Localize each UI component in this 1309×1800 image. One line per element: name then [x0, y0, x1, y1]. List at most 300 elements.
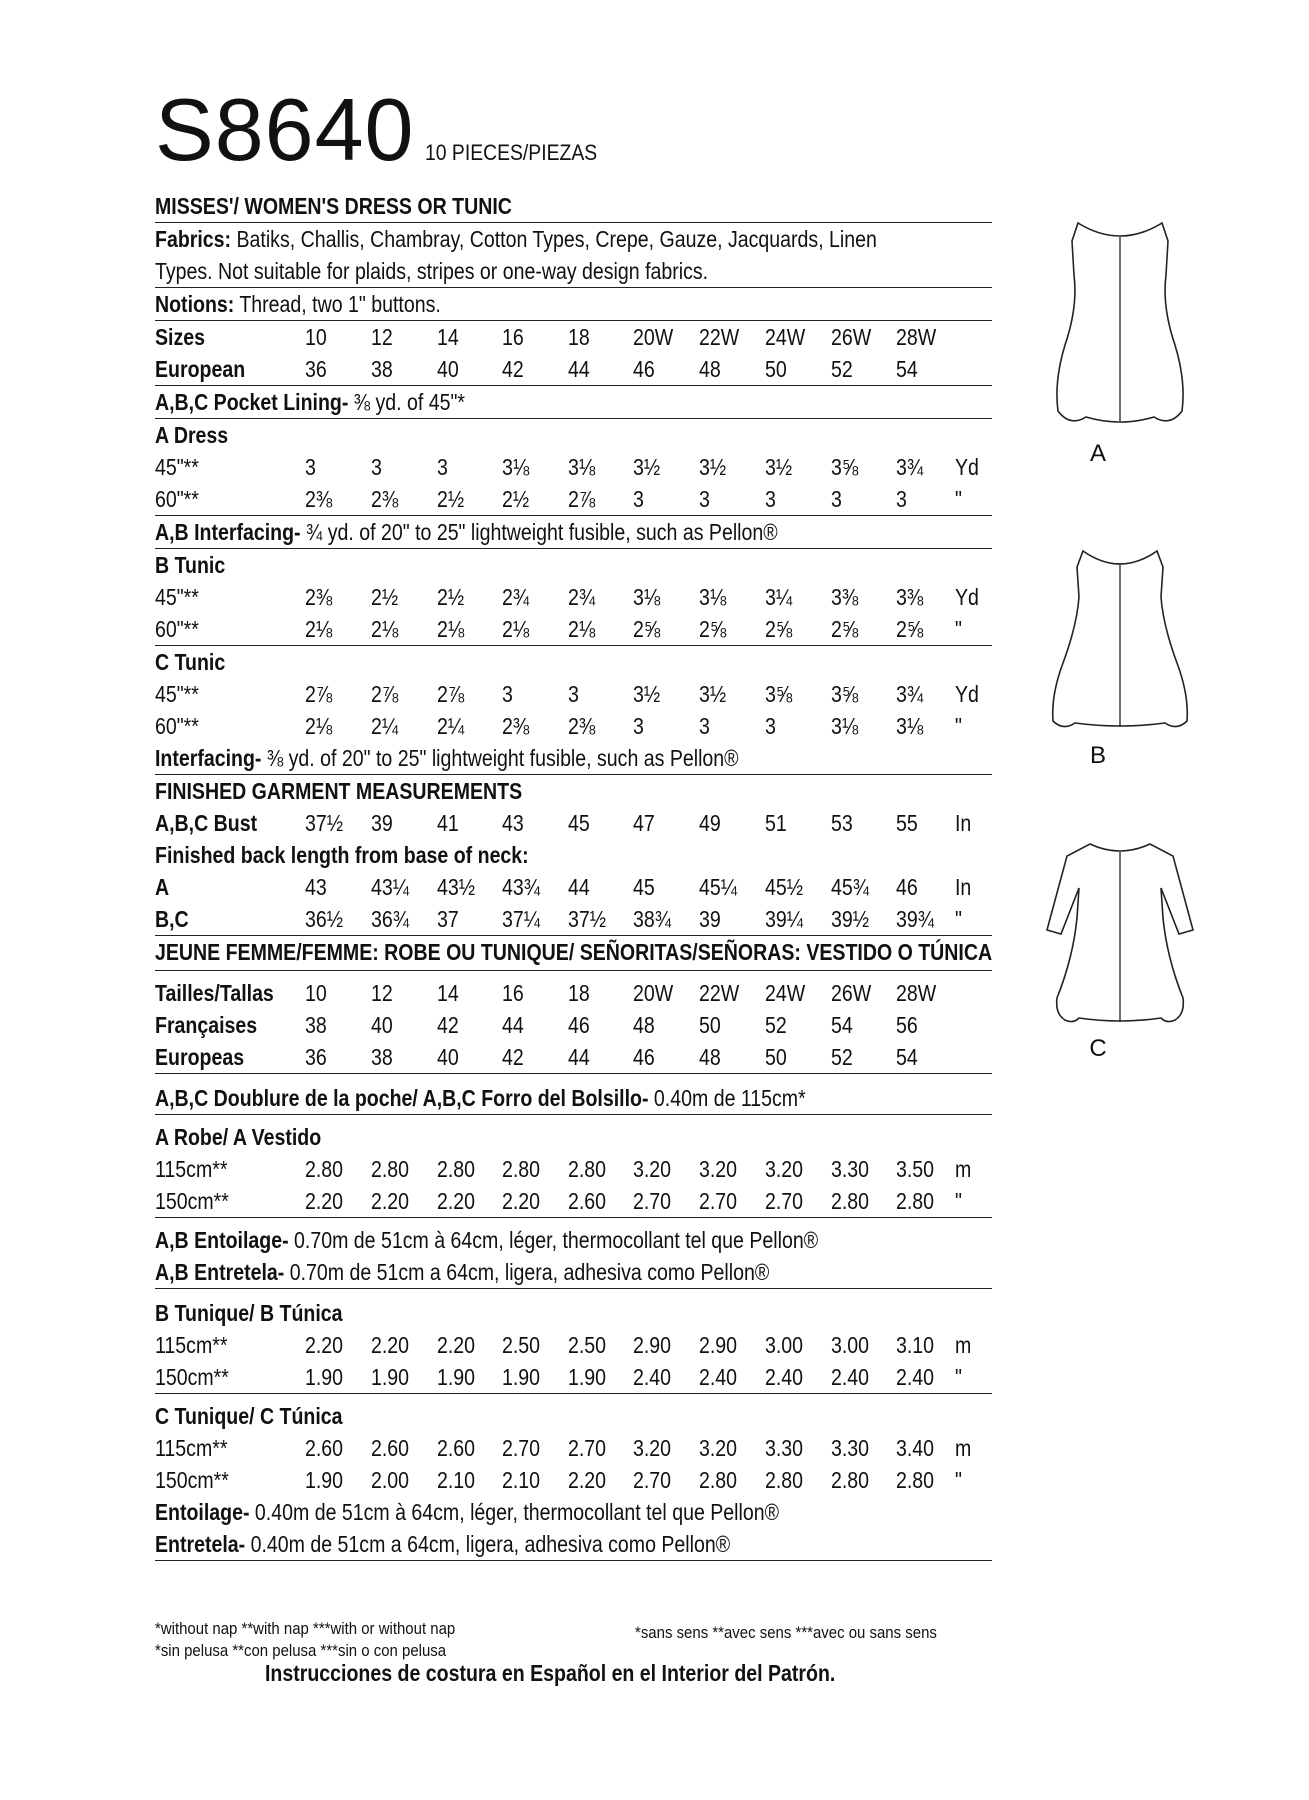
table-cell: 2.50 [568, 1332, 607, 1358]
table-cell: 3½ [699, 454, 727, 480]
fabrics-text: Batiks, Challis, Chambray, Cotton Types, Crepe, Gauze, Jacquards, Linen [231, 226, 877, 252]
table-cell: 3.00 [831, 1332, 870, 1358]
pocket-label: A,B,C Doublure de la poche/ A,B,C Forro del Bolsillo- [155, 1085, 649, 1111]
table-cell: 2.70 [699, 1188, 738, 1214]
finished-measurements-title [155, 775, 992, 807]
table-cell: 46 [633, 356, 655, 382]
table-cell: 3 [633, 486, 644, 512]
table-cell: 36 [305, 356, 327, 382]
interfacing-text: ⅜ yd. of 20" to 25" lightweight fusible, such as Pellon® [261, 745, 739, 771]
table-cell: 45½ [765, 874, 804, 900]
back-length-label: Finished back length from base of neck: [155, 842, 529, 868]
table-cell: 2⅛ [568, 616, 596, 642]
table-cell: 2⅝ [831, 616, 859, 642]
fr-pocket-line [155, 1082, 992, 1115]
table-cell: 43¾ [502, 874, 541, 900]
header [155, 80, 621, 179]
table-cell: 3⅛ [502, 454, 530, 480]
table-cell: 2⅛ [437, 616, 465, 642]
table-cell: 39¾ [896, 906, 935, 932]
unit-label: " [955, 906, 962, 932]
table-cell: 3⅛ [633, 584, 661, 610]
table-cell: 2.80 [765, 1467, 804, 1493]
table-cell: 54 [831, 1012, 853, 1038]
table-cell: 3⅛ [568, 454, 596, 480]
table-cell: 2¾ [502, 584, 530, 610]
table-cell: 40 [371, 1012, 393, 1038]
row-label: 150cm** [155, 1467, 229, 1493]
unit-label: Yd [955, 584, 979, 610]
entoilage-label: Entoilage- [155, 1499, 250, 1525]
fabrics-text-2: Types. Not suitable for plaids, stripes or one-way design fabrics. [155, 258, 709, 284]
unit-label: m [955, 1332, 972, 1358]
entretela-text: 0.40m de 51cm a 64cm, ligera, adhesiva como Pellon® [245, 1531, 731, 1557]
unit-label: " [955, 1188, 962, 1214]
row-label: 115cm** [155, 1332, 228, 1358]
row-text [155, 1256, 866, 1288]
table-cell: 54 [896, 356, 918, 382]
table-cell: 39½ [831, 906, 870, 932]
row-text [155, 775, 866, 807]
pattern-number: S8640 [155, 80, 415, 179]
table-cell: 2⅝ [633, 616, 661, 642]
table-cell: 14 [437, 980, 459, 1006]
row-text [155, 419, 866, 451]
row-label: Sizes [155, 324, 206, 350]
row-text [155, 1297, 866, 1329]
table-cell: 24W [765, 980, 806, 1006]
table-cell: 2.20 [568, 1467, 607, 1493]
table-cell: 2.20 [371, 1332, 410, 1358]
table-cell: 2.80 [896, 1188, 935, 1214]
a-115-row [155, 1153, 992, 1185]
spanish-instructions-note: Instrucciones de costura en Español en el Interior del Patrón. [265, 1660, 836, 1686]
table-cell: 3.30 [831, 1156, 870, 1182]
fr-title [155, 936, 992, 971]
row-label: 115cm** [155, 1435, 228, 1461]
table-cell: 2⅜ [305, 584, 333, 610]
table-cell: 2¾ [568, 584, 596, 610]
table-cell: 2⅜ [305, 486, 333, 512]
table-cell: 2⅜ [502, 713, 530, 739]
notions-text: Thread, two 1" buttons. [234, 291, 441, 317]
piece-count: 10 PIECES/PIEZAS [424, 140, 598, 165]
table-cell: 24W [765, 324, 806, 350]
ab-entoilage-line [155, 1224, 992, 1256]
table-cell: 1.90 [305, 1467, 344, 1493]
table-cell: 2.70 [765, 1188, 804, 1214]
unit-label: m [955, 1435, 972, 1461]
table-cell: 2.60 [437, 1435, 476, 1461]
b-tunic-heading [155, 549, 992, 581]
table-cell: 2.20 [371, 1188, 410, 1214]
table-cell: 2⅝ [896, 616, 924, 642]
table-cell: 45 [633, 874, 655, 900]
table-cell: 1.90 [305, 1364, 344, 1390]
spacer [155, 1289, 992, 1297]
b-115-row [155, 1329, 992, 1361]
table-cell: 3 [831, 486, 842, 512]
view-c-label: C [1089, 1035, 1107, 1062]
entoilage-label: A,B Entoilage- [155, 1227, 289, 1253]
row-label: A,B,C Bust [155, 810, 258, 836]
francaises-row [155, 1009, 992, 1041]
table-cell: 2.20 [305, 1188, 344, 1214]
section-title: MISSES'/ WOMEN'S DRESS OR TUNIC [155, 193, 512, 219]
table-cell: 41 [437, 810, 459, 836]
table-cell: 2.50 [502, 1332, 541, 1358]
notions-line [155, 288, 992, 321]
table-cell: 3 [699, 486, 710, 512]
table-cell: 43 [305, 874, 327, 900]
table-cell: 48 [699, 356, 721, 382]
table-cell: 49 [699, 810, 721, 836]
pocket-text: 0.40m de 115cm* [648, 1085, 806, 1111]
table-cell: 3 [371, 454, 382, 480]
table-cell: 39 [371, 810, 393, 836]
table-cell: 20W [633, 324, 674, 350]
row-label: B,C [155, 906, 189, 932]
table-cell: 2.10 [502, 1467, 541, 1493]
table-cell: 3⅛ [896, 713, 924, 739]
unit-label: m [955, 1156, 972, 1182]
a-robe-heading [155, 1121, 992, 1153]
pocket-lining-line [155, 386, 992, 419]
c-tunique-heading [155, 1400, 992, 1432]
unit-label: In [955, 810, 972, 836]
table-cell: 2.40 [699, 1364, 738, 1390]
table-cell: 43¼ [371, 874, 410, 900]
entretela-line [155, 1528, 992, 1561]
table-cell: 44 [568, 1044, 590, 1070]
table-cell: 2.90 [699, 1332, 738, 1358]
table-cell: 2⅛ [305, 713, 333, 739]
row-label: 45"** [155, 681, 199, 707]
row-label: 45"** [155, 454, 199, 480]
table-cell: 2⅞ [371, 681, 399, 707]
table-cell: 46 [896, 874, 918, 900]
table-cell: 37¼ [502, 906, 541, 932]
row-text [155, 1121, 866, 1153]
european-sizes-row [155, 353, 992, 386]
table-cell: 2.80 [437, 1156, 476, 1182]
table-cell: 3¾ [896, 681, 924, 707]
table-cell: 1.90 [437, 1364, 476, 1390]
section-title: JEUNE FEMME/FEMME: ROBE OU TUNIQUE/ SEÑORITAS/SEÑORAS: VESTIDO O TÚNICA [155, 939, 993, 965]
table-cell: 28W [896, 980, 937, 1006]
view-b-label: B [1089, 742, 1106, 769]
row-label: 60"** [155, 486, 199, 512]
unit-label: " [955, 1467, 962, 1493]
table-cell: 39 [699, 906, 721, 932]
table-cell: 16 [502, 980, 524, 1006]
table-cell: 3½ [699, 681, 727, 707]
table-cell: 3.20 [699, 1156, 738, 1182]
b-60-row [155, 613, 992, 646]
fabrics-line-1 [155, 223, 992, 255]
table-cell: 3 [502, 681, 513, 707]
table-cell: 42 [437, 1012, 459, 1038]
table-cell: 1.90 [568, 1364, 607, 1390]
table-cell: 2.60 [305, 1435, 344, 1461]
view-heading: A Robe/ A Vestido [155, 1124, 322, 1150]
table-cell: 43½ [437, 874, 476, 900]
table-cell: 2½ [437, 584, 465, 610]
table-cell: 50 [765, 1044, 787, 1070]
table-cell: 55 [896, 810, 918, 836]
row-text [155, 742, 866, 774]
table-cell: 1.90 [502, 1364, 541, 1390]
table-cell: 45¼ [699, 874, 738, 900]
table-cell: 2.70 [633, 1467, 672, 1493]
c-60-row [155, 710, 992, 742]
b-tunique-heading [155, 1297, 992, 1329]
table-cell: 56 [896, 1012, 918, 1038]
table-cell: 2.40 [765, 1364, 804, 1390]
table-cell: 3 [437, 454, 448, 480]
table-cell: 28W [896, 324, 937, 350]
table-cell: 2½ [371, 584, 399, 610]
row-text [155, 936, 993, 968]
table-cell: 2⅛ [305, 616, 333, 642]
row-label: 115cm** [155, 1156, 228, 1182]
interfacing-label: A,B Interfacing- [155, 519, 301, 545]
tailles-row [155, 977, 992, 1009]
table-cell: 10 [305, 324, 327, 350]
table-cell: 2.80 [371, 1156, 410, 1182]
table-cell: 45¾ [831, 874, 870, 900]
table-cell: 2.70 [633, 1188, 672, 1214]
table-cell: 42 [502, 356, 524, 382]
table-cell: 42 [502, 1044, 524, 1070]
table-cell: 2⅝ [699, 616, 727, 642]
table-cell: 18 [568, 324, 590, 350]
table-cell: 2¼ [437, 713, 465, 739]
table-cell: 12 [371, 980, 393, 1006]
table-cell: 40 [437, 1044, 459, 1070]
table-cell: 2⅞ [437, 681, 465, 707]
table-cell: 36 [305, 1044, 327, 1070]
table-cell: 12 [371, 324, 393, 350]
a-45-row [155, 451, 992, 483]
table-cell: 2⅝ [765, 616, 793, 642]
length-a-row [155, 871, 992, 903]
table-cell: 3⅝ [831, 681, 859, 707]
row-label: European [155, 356, 246, 382]
table-cell: 36¾ [371, 906, 410, 932]
table-cell: 2⅛ [371, 616, 399, 642]
table-cell: 3½ [765, 454, 793, 480]
table-cell: 2⅛ [502, 616, 530, 642]
notions-label: Notions: [155, 291, 235, 317]
view-a-sketch [1050, 215, 1190, 435]
entretela-label: Entretela- [155, 1531, 246, 1557]
row-label: 150cm** [155, 1188, 229, 1214]
row-text [155, 1400, 866, 1432]
table-cell: 54 [896, 1044, 918, 1070]
table-cell: 44 [568, 356, 590, 382]
table-cell: 40 [437, 356, 459, 382]
table-cell: 45 [568, 810, 590, 836]
table-cell: 2.00 [371, 1467, 410, 1493]
table-cell: 3 [765, 713, 776, 739]
table-cell: 2⅞ [568, 486, 596, 512]
table-cell: 10 [305, 980, 327, 1006]
table-cell: 3.20 [765, 1156, 804, 1182]
yardage-chart [155, 190, 992, 1561]
table-cell: 22W [699, 980, 740, 1006]
view-b-sketch [1045, 545, 1195, 735]
ab-entretela-line [155, 1256, 992, 1289]
c-45-row [155, 678, 992, 710]
table-cell: 3⅛ [699, 584, 727, 610]
table-cell: 2⅜ [371, 486, 399, 512]
table-cell: 52 [831, 1044, 853, 1070]
table-cell: 2.60 [371, 1435, 410, 1461]
table-cell: 3⅜ [831, 584, 859, 610]
table-cell: 3.40 [896, 1435, 935, 1461]
b-45-row [155, 581, 992, 613]
row-text [155, 288, 866, 320]
table-cell: 3 [896, 486, 907, 512]
view-heading: C Tunique/ C Túnica [155, 1403, 343, 1429]
row-text [155, 1224, 866, 1256]
row-label: Tailles/Tallas [155, 980, 274, 1006]
table-cell: 2.90 [633, 1332, 672, 1358]
interfacing-label: Interfacing- [155, 745, 262, 771]
bust-row [155, 807, 992, 839]
view-c-sketch [1035, 838, 1205, 1028]
row-text [155, 646, 866, 678]
table-cell: 46 [633, 1044, 655, 1070]
table-cell: 51 [765, 810, 787, 836]
table-cell: 48 [633, 1012, 655, 1038]
table-cell: 3.20 [633, 1156, 672, 1182]
table-cell: 2.20 [437, 1188, 476, 1214]
table-cell: 3⅝ [765, 681, 793, 707]
table-cell: 3.30 [831, 1435, 870, 1461]
europeas-row [155, 1041, 992, 1074]
table-cell: 38 [305, 1012, 327, 1038]
row-label: 60"** [155, 713, 199, 739]
row-text [155, 255, 866, 287]
table-cell: 2¼ [371, 713, 399, 739]
view-heading: B Tunic [155, 552, 226, 578]
table-cell: 3 [305, 454, 316, 480]
spacer [155, 1074, 992, 1082]
table-cell: 38 [371, 356, 393, 382]
table-cell: 53 [831, 810, 853, 836]
entretela-label: A,B Entretela- [155, 1259, 285, 1285]
unit-label: " [955, 616, 962, 642]
table-cell: 1.90 [371, 1364, 410, 1390]
table-cell: 20W [633, 980, 674, 1006]
c-115-row [155, 1432, 992, 1464]
table-cell: 3.20 [633, 1435, 672, 1461]
table-cell: 3⅛ [831, 713, 859, 739]
footnote-spanish: *sin pelusa **con pelusa ***sin o con pelusa [155, 1641, 447, 1660]
table-cell: 3 [765, 486, 776, 512]
table-cell: 2.20 [305, 1332, 344, 1358]
sizes-row [155, 321, 992, 353]
table-cell: 26W [831, 980, 872, 1006]
table-cell: 3.20 [699, 1435, 738, 1461]
table-cell: 2.80 [568, 1156, 607, 1182]
section-title: FINISHED GARMENT MEASUREMENTS [155, 778, 523, 804]
table-cell: 2⅞ [305, 681, 333, 707]
length-bc-row [155, 903, 992, 936]
table-cell: 2.60 [568, 1188, 607, 1214]
unit-label: In [955, 874, 972, 900]
row-label: 150cm** [155, 1364, 229, 1390]
row-label: Françaises [155, 1012, 258, 1038]
table-cell: 3½ [633, 681, 661, 707]
table-cell: 50 [765, 356, 787, 382]
table-cell: 2.20 [502, 1188, 541, 1214]
table-cell: 2.80 [831, 1467, 870, 1493]
view-a-label: A [1089, 440, 1106, 467]
entoilage-line [155, 1496, 992, 1528]
table-cell: 3 [633, 713, 644, 739]
table-cell: 3½ [633, 454, 661, 480]
table-cell: 44 [502, 1012, 524, 1038]
entretela-text: 0.70m de 51cm a 64cm, ligera, adhesiva como Pellon® [284, 1259, 770, 1285]
table-cell: 2⅜ [568, 713, 596, 739]
table-cell: 2.80 [502, 1156, 541, 1182]
view-heading: C Tunic [155, 649, 226, 675]
table-cell: 2.80 [305, 1156, 344, 1182]
table-cell: 2.80 [699, 1467, 738, 1493]
table-cell: 3.00 [765, 1332, 804, 1358]
table-cell: 3¾ [896, 454, 924, 480]
table-cell: 2.70 [502, 1435, 541, 1461]
pocket-label: A,B,C Pocket Lining- [155, 389, 349, 415]
fabrics-line-2 [155, 255, 992, 288]
view-heading: A Dress [155, 422, 229, 448]
table-cell: 52 [831, 356, 853, 382]
unit-label: " [955, 1364, 962, 1390]
row-label: A [155, 874, 170, 900]
table-cell: 39¼ [765, 906, 804, 932]
row-text [155, 223, 877, 255]
table-cell: 3.10 [896, 1332, 935, 1358]
table-cell: 26W [831, 324, 872, 350]
table-cell: 2.80 [831, 1188, 870, 1214]
row-text [155, 1496, 866, 1528]
table-cell: 52 [765, 1012, 787, 1038]
table-cell: 18 [568, 980, 590, 1006]
table-cell: 22W [699, 324, 740, 350]
table-cell: 46 [568, 1012, 590, 1038]
view-heading: B Tunique/ B Túnica [155, 1300, 343, 1326]
table-cell: 3¼ [765, 584, 793, 610]
table-cell: 37 [437, 906, 459, 932]
table-cell: 2.40 [633, 1364, 672, 1390]
a-60-row [155, 483, 992, 516]
table-cell: 38¾ [633, 906, 672, 932]
table-cell: 2.80 [896, 1467, 935, 1493]
row-label: 60"** [155, 616, 199, 642]
pocket-text: ⅜ yd. of 45"* [348, 389, 466, 415]
entoilage-text: 0.40m de 51cm à 64cm, léger, thermocollant tel que Pellon® [249, 1499, 780, 1525]
row-text [155, 1528, 866, 1560]
table-cell: 3⅝ [831, 454, 859, 480]
table-cell: 2.40 [831, 1364, 870, 1390]
table-cell: 44 [568, 874, 590, 900]
table-cell: 3.30 [765, 1435, 804, 1461]
table-cell: 2.20 [437, 1332, 476, 1358]
c-tunic-heading [155, 646, 992, 678]
